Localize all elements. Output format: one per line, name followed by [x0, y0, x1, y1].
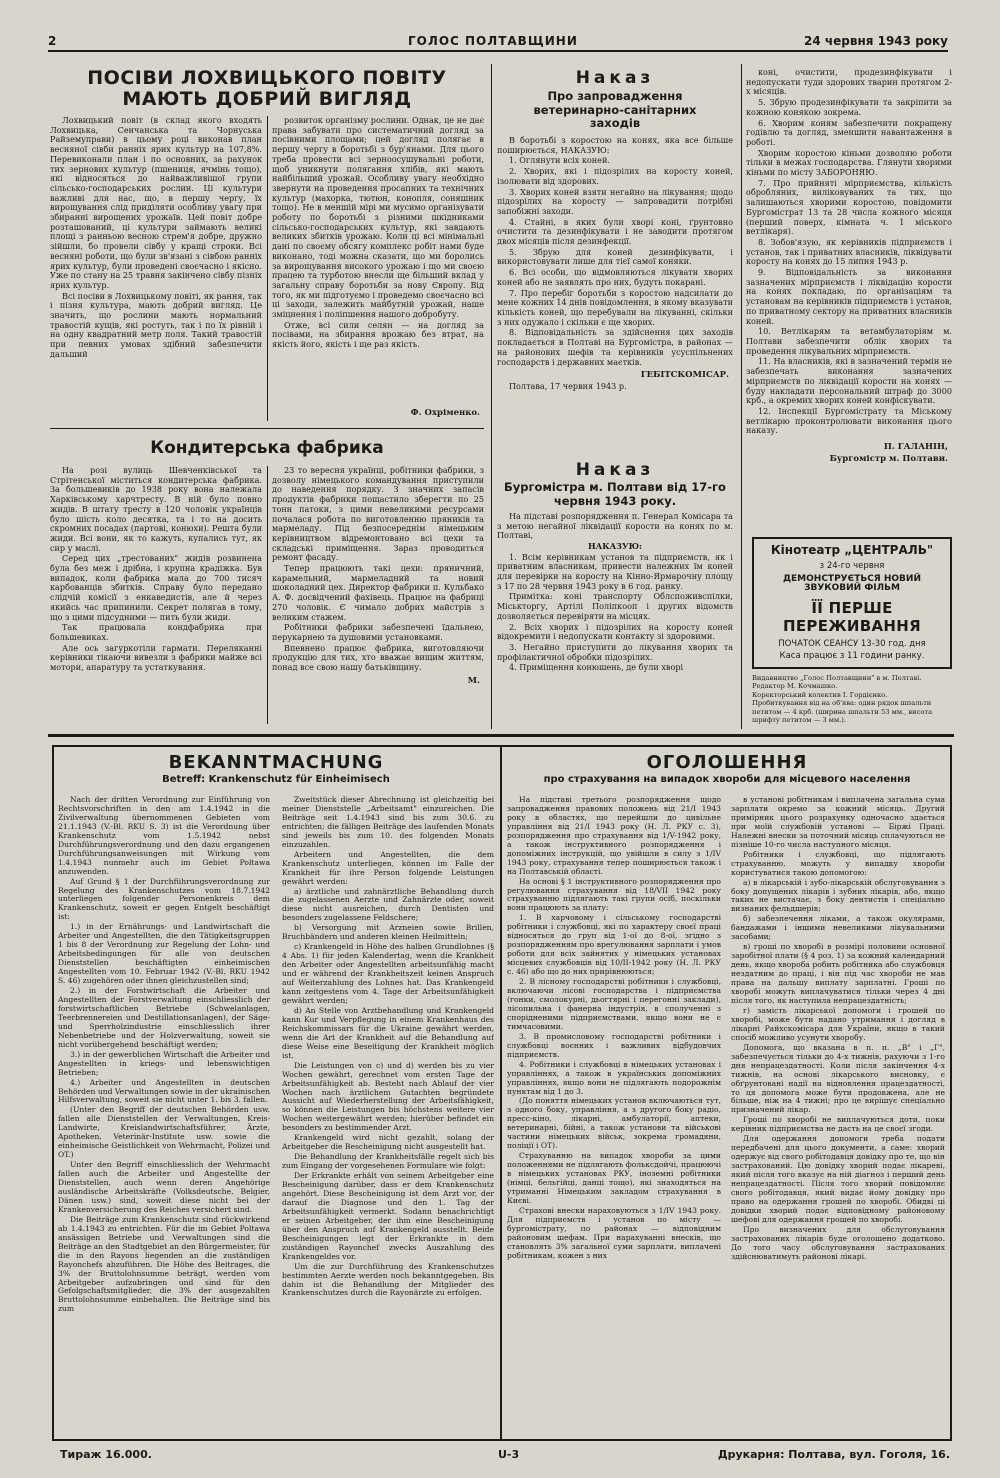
bekanntmachung-paragraph: a) ärztliche und zahnärztliche Behandlung durch die zugelassenen Aerzte und Zahnärzte oder, soweit diese nicht ausreichen, durch Dentisten und besonders zugelassene Feldschere; — [282, 886, 494, 923]
factory-paragraph: 23 то вересня українці, робітники фабрики, з дозволу німецького командування приступили до наведення порядку. З значних запасів продуктів фабрики пощастило зберегти по 25 тонн патоки, з цими невеликими ресурсами почалася робота по виготовленню пряників та мармеладу. Під безпосереднім німецьким керівництвом відремонтовано всі цехи та складські приміщення. Зараз проводиться ремонт фасаду. — [272, 466, 484, 563]
mayor-order-item: 4. Приміщення конюшень, де були хворі — [509, 662, 684, 673]
printer-address: Друкарня: Полтава, вул. Гоголя, 16. — [717, 1448, 950, 1461]
mayor-order-item: 7. Про прийняті мірприємства, кількість обробляних, виліковуваних та тих, що залишаються хворими коростою, повідомити Бургомістрат 13 та 28 числа кожного місяця (перший поверх, кімната ч. 1 міського ветлікаря). — [746, 177, 952, 237]
bekanntmachung-paragraph: Krankengeld wird nicht gezahlt, solang der Arbeitgeber die Bescheinigung nicht ausgestellt hat. — [282, 1133, 494, 1152]
vet-order-item: 3. Хворих коней взяти негайно на лікування; щодо підозрілих на коросту — запровадити потрібні запобіжні заходи. — [497, 186, 733, 216]
column-divider — [267, 116, 268, 421]
mayor-order-item: 6. Хворим коням забезпечити покращену годівлю та догляд, зменшити навантаження в роботі. — [746, 117, 952, 147]
bekanntmachung-col2 — [282, 796, 494, 1438]
bekanntmachung-paragraph: d) An Stelle von Arztbehandlung und Krankengeld kann Kur und Verpflegung in einem Krankenhaus des Reichskommissars für die Ukraine gewährt werden, wenn die Art der Krankheit auf die Behandlung auf diese Weise eine Beseitigung der Krankheit möglich ist. — [282, 1005, 494, 1060]
vet-order — [497, 68, 733, 460]
ogoloshennya-paragraph: Для одержання допомоги треба подати передбачені для цього документи, а саме: хворий одержує від свого робітодавця довідку про те, що він застрахований. Цю довідку хворий подає лікареві, який після того вказує на ній діагноз і перший день непрацездатності. Після того хворий повідомляє свого робітодавця, який видає йому довідку про право на одержання грошей по хворобі. Обидві ці довідки хворий подає відповідному районовому шефові для одержання грошей по хворобі. — [731, 1134, 945, 1224]
ogoloshennya-paragraph: 1. В харчовому і сільському господарстві робітники і службовці, які по характеру своєї праці відносяться до груп від 1-ої до 8-ої, згідно з розпорядженням про врегулювання зарплати і умов роботи для всіх зайнятих у німецьких установах місцевих службовців від 10/ІІ-1942 року (Н. Л. РКУ с. 46) або що до них прирівнюються; — [507, 913, 721, 977]
sowing-article-title: ПОСІВИ ЛОХВИЦЬКОГО ПОВІТУ МАЮТЬ ДОБРИЙ ВИГЛЯД — [87, 68, 447, 110]
bekanntmachung-col1 — [58, 796, 270, 1438]
print-code: U-3 — [498, 1448, 520, 1461]
mayor-order-item: 11. На власників, які в зазначений термін не забезпечать виконання зазначених мірприємств по ліквідації корости на конях — буду накладати персональний штраф до 3000 крб., а окремих хворих коней конфіскувати. — [746, 356, 952, 406]
section-divider — [48, 734, 954, 737]
sowing-signature: Ф. Охріменко. — [410, 408, 480, 418]
factory-paragraph: Робітники фабрики забезпечені їдальнею, перукарнею та душовими установками. — [272, 622, 484, 642]
ogoloshennya-paragraph: в) гроші по хворобі в розмірі половини основної заробітної плати (§ 4 роз. 1) за кожний календарний день, якщо хвороба робить робітника або службовця нездатним до праці, і він під час хвороби не мав права на дальшу виплату зарплатні. Гроші по хворобі можуть виплачуватися тільки через 4 дні після того, як наступила непрацездатність; — [731, 942, 945, 1005]
bekanntmachung-paragraph: c) Krankengeld in Höhe des halben Grundlohnes (§ 4 Abs. 1) für jeden Kalendertag, wenn die Krankheit den Arbeiter oder Angestellten arbeitsunfähig macht und er während der Krankheitszeit keinen Anspruch auf Weiterzahlung des Lohnes hat. Das Krankengeld kann zeitgestens vom 4. Tage der Arbeitsunfähigkeit gewährt werden; — [282, 942, 494, 1005]
mayor-order-item: 12. Інспекції Бургомістрату та Міському ветлікарю проконтролювати виконання цього наказу. — [746, 405, 952, 436]
ogoloshennya-paragraph: Про визначених для обслуговування застрахованих лікарів буде оголошено додатково. До того часу обслуговування застрахованих здійснюватимуть районові лікарі. — [731, 1224, 945, 1261]
factory-paragraph: На розі вулиць Шевченківської та Стрітенської міститься кондитерська фабрика. За большевиків до 1938 року вона належала Харківському харчтресту. В ній було повно жидів. В штату тресту в 120 чоловік українців було шість коло десятка, та і то на досить скромних посадах (партові, конюхи). Решта були жиди. Всі вони, як то кажуть, купались тут, як сир у маслі. — [50, 466, 262, 553]
factory-signature: М. — [467, 675, 480, 686]
mayor-order-item: 5. Збрую продезинфікувати та закріпити за кожною конякою зокрема. — [746, 97, 952, 117]
ogoloshennya-paragraph: в установі робітникам і виплачена загальна сума зарплати окремо за кожний місяць. Другий примірник цього розрахунку одночасно здається при моїй службовій установі — Біржі Праці. Належні внески за поточний місяць сплачуються не пізніше 10-го числа наступного місяця. — [731, 796, 945, 849]
bekanntmachung-title: BEKANNTMACHUNG — [168, 752, 384, 773]
mayor-order-title: Наказ — [575, 460, 655, 480]
bekanntmachung-paragraph: Auf Grund § 1 der Durchführungsverordnung zur Regelung des Krankenschutzes vom 18.7.1942 unterliegen folgender Personenkreis dem Krankenschutz, soweit er gegen Entgelt beschäftigt ist: — [58, 876, 270, 922]
column-divider — [491, 64, 492, 729]
cinema-date: з 24-го червня — [819, 561, 885, 572]
cinema-film-title: ЇЇ ПЕРШЕ ПЕРЕЖИВАННЯ — [783, 599, 921, 636]
page-footer — [60, 1448, 950, 1466]
ogoloshennya-paragraph: Страхуванню на випадок хвороби за цими положеннями не підлягають фольксдойчі, працюючі в німецьких установах РКУ, іноземні робітники (німці, бельгійці, данці тощо), які знаходяться на утриманні Німецьким закладом страхування в Києві. — [507, 1151, 721, 1205]
imprint-editor: Редактор М. Кочмашко. — [752, 682, 838, 691]
imprint — [752, 674, 952, 730]
mayor-order-items — [497, 553, 733, 673]
ogoloshennya-paragraph: Гроші по хворобі не виплачуються доти, поки керівник підприємства не дасть на це своєї згоди. — [731, 1115, 945, 1134]
ogoloshennya-paragraph: 2. В лісному господарстві робітники і службовці, включаючи лісові господарства і підприємства (гонки, смолокурні, дьогтярні і перегонні заклади), лісопильна і фанерна індустрія, в сполученні з спорідненими підприємствами, якщо вони не є тимчасовими. — [507, 977, 721, 1031]
announcement-divider — [500, 747, 502, 1439]
newspaper-title: ГОЛОС ПОЛТАВЩИНИ — [408, 34, 578, 48]
ogoloshennya-paragraph: г) замість лікарської допомоги і грошей по хворобі, може бути надано утримання і догляд в лікарні Райхскомісара для України, якщо в такий спосіб можливо усунути хворобу. — [731, 1005, 945, 1042]
mayor-signature-title: Бургомістр м. Полтави. — [829, 454, 948, 465]
vet-order-signatory: ГЕБІТСКОМІСАР. — [640, 370, 729, 381]
cinema-announcement: ДЕМОНСТРУЄТЬСЯ НОВИЙ ЗВУКОВИЙ ФІЛЬМ — [783, 573, 921, 594]
ogoloshennya-title: ОГОЛОШЕННЯ — [646, 752, 808, 773]
ogoloshennya-paragraph: Робітники і службовці, що підлягають страхуванню, можуть у випадку хвороби користуватися такою допомогою: — [731, 849, 945, 877]
ogoloshennya-paragraph: 3. В промисловому господарстві робітники і службовці воєнних і важливих відбудовчих підприємств. — [507, 1031, 721, 1059]
vet-order-items — [497, 156, 733, 367]
factory-paragraph: Тепер працюють такі цехи: пряничний, карамельний, мармеладний та новий шоколадний цех. Директор фабрики п. Кульбако А. Ф. досвідчений фахівець. Працює на фабриці 270 чоловік. Є чимало добрих майстрів з великим стажем. — [272, 563, 484, 622]
column-divider — [267, 466, 268, 724]
bekanntmachung-paragraph: (Unter den Begriff der deutschen Behörden usw. fallen alle Dienststellen der Verwaltungen, Kreis-Landwirte, Kreislandwirtschaftsführer, Ärzte, Apotheken, Veterinär-Institute usw. sowie die einheimische Geistlichkeit von Wehrmacht, Polizei und OT.) — [58, 1105, 270, 1160]
cinema-advertisement — [752, 537, 952, 669]
sowing-paragraph: Лохвицький повіт (в склад якого входять Лохвицька, Сенчанська та Чорнуська Райземуправи) в цьому році виконав план весняної сівби ранніх ярих культур на 107,8%. Перевиконали план і по основних, за рахунок тих зернових культур (пшениця, ячмінь тощо), які відносяться до найважливішої групи сільсько-господарських рослин. Ці культури важливі для нас, що, в першу чергу, їх вирощування слід приділяти особливу увагу при збиранні вирощених урожаїв. Цей повіт добре розташований, ці культури займають великі площі з ранньою весною стрем'я добре, дружно зійшли, бо провели сівбу у кращі строки. Всі весняні роботи, що були зв'язані з сівбою ранніх ярих культур, були проведені своєчасно і якісно. Уже по стану на 25 травня закінчено сівбу пізніх ярих культур. — [50, 116, 262, 290]
vet-order-item: 1. Оглянути всіх коней. — [509, 155, 610, 166]
ogoloshennya-col2 — [731, 796, 945, 1438]
sowing-article-col2 — [272, 116, 484, 424]
sowing-paragraph: розвиток організму рослини. Однак, це не дає права забувати про систематичний догляд за посівними площами; цей догляд полягає в першу чергу в боротьбі з бур'янами. Для цього треба провести всі зерноосушувальні роботи, щоб уникнути полягання хлібів, які мають найбільший урожай. Особливу увагу необхідно звернути на проведення просапних та технічних культур (махорка, тютюн, конопля, соняшник тощо). Не в меншій мірі ми мусимо організувати роботу по боротьбі з різними шкідниками сільсько-господарських культур, які завдають великих збитків урожаю. Коли ці всі мінімальні дані по своєму обсягу комплекс робіт нами буде виконано, тоді можна сказати, що ми боролись за вирощування високого урожаю і що ми своєю працею та турботою внесли ще більший вклад у загальну справу боротьби за нову Європу. Від того, як ми підготуємо і проведемо своєчасно всі ці заходи, залежить майбутній урожай, наше зміцнення і поліпшення нашого добробуту. — [272, 116, 484, 320]
factory-title-block — [50, 438, 484, 466]
ogoloshennya-paragraph: Допомога, що вказана в п. п. „В" і „Г", забезпечується тільки до 4-х тижнів, рахуючи з 1-го дня непрацездатності. Коли після закінчення 4-х тижнів, на основі лікарського висновку, є обґрунтовані надії на відновлення працездатності, то ця допомога може бути продовжена, але не більше, ніж на 4 тижні; про це вирішує спеціально призначений лікар. — [731, 1042, 945, 1115]
imprint-ad-rates: Пробиткування від на об'ява: один рядок шпальти петитом — 4 крб. (ширина шпальти 53 мм., висота шрифту петитом — 3 мм.). — [752, 699, 933, 724]
factory-article-col2 — [272, 466, 484, 728]
vet-order-item: 2. Хворих, які і підозрілих на коросту коней, ізолювати від здорових. — [497, 166, 733, 186]
sowing-paragraph: Всі посіви в Лохвицькому повіті, як рання, так і пізня культура, мають добрий вигляд. Це значить, що рослини мають нормальний травостій кущів, які ростуть, так і по їх рівній і на одну квадратний метр поля. Такий травостій при певних умовах здібний забезпечити дальший — [50, 290, 262, 359]
vet-order-title: Наказ — [575, 68, 655, 88]
article-divider — [50, 428, 484, 429]
circulation: Тираж 16.000. — [60, 1448, 152, 1461]
vet-order-item: 8. Відповідальність за здійснення цих заходів покладається в Полтаві на Бургомістра, в районах — на районових шефів та керівників усуспільнених господарств і державних маєтків. — [497, 327, 733, 367]
mayor-order-continuation — [746, 68, 952, 533]
imprint-publisher: Видавництво „Голос Полтавщини" в м. Полтаві. — [752, 674, 922, 682]
vet-order-intro: В боротьбі з коростою на конях, яка все більше поширюється, НАКАЗУЮ: — [497, 135, 733, 155]
running-header — [48, 34, 948, 52]
ogoloshennya-col1 — [507, 796, 721, 1438]
vet-order-item: 4. Стайні, в яких були хворі коні, ґрунтовно очистити та дезинфікувати і не заводити протягом двох місяців після дезинфекції. — [497, 216, 733, 247]
mayor-order-item: 10. Ветлікарям та ветамбулаторіям м. Полтави забезпечити облік хворих та проведення лікувальних мірприємств. — [746, 326, 952, 356]
ogoloshennya-paragraph: Страхові внески нараховуються з 1/IV 1943 року. Для підприємств і установ по місту — бургомістрату, по районах — відповідним районовим шефам. При нарахуванні внесків, що становлять 3% загальної суми зарплати, виплачені робітникам, кожен з них — [507, 1205, 721, 1260]
mayor-order-subtitle: Бургомістра м. Полтави від 17-го червня 1943 року. — [504, 480, 726, 508]
column-divider — [741, 64, 742, 729]
vet-order-place-date: Полтава, 17 червня 1943 р. — [509, 381, 627, 392]
cinema-box-office: Каса працює з 11 години ранку. — [779, 650, 925, 661]
mayor-order-item: 2. Всіх хворих і підозрілих на коросту коней відокремити і недопускати контакту зі здоровими. — [497, 621, 733, 642]
bekanntmachung-paragraph: 2.) in der Forstwirtschaft die Arbeiter und Angestellten der Forstverwaltung einschliesslich der forstwirtschaftlichen Betriebe (Schwelanlagen, Teerbrennereien und Destillationsanlagen), der Säge- und Sperrholzindustrie einschliesslich ihrer Nebenbetriebe und der Holzverwaltung, soweit sie nicht vorübergehend beschäftigt werden; — [58, 986, 270, 1049]
bekanntmachung-paragraph: Die Behandlung der Krankheitsfälle regelt sich bis zum Eingang der vorgesehenen Formulare wie folgt: — [282, 1152, 494, 1171]
ogoloshennya-header — [507, 752, 947, 794]
mayor-order-item: Примітка: коні транспорту Облспоживспілки, Міськторгу, Артілі Поліпкооп і других відомств дозволяється перевіряти на місцях. — [497, 591, 733, 621]
bekanntmachung-paragraph: 3.) in der gewerblichen Wirtschaft die Arbeiter und Angestellten in kriegs- und lebenswichtigen Betrieben; — [58, 1049, 270, 1077]
sowing-signature-block — [272, 405, 484, 421]
ogoloshennya-subtitle: про страхування на випадок хвороби для місцевого населення — [543, 773, 911, 785]
ogoloshennya-paragraph: 4. Робітники і службовці в німецьких установах і управліннях, а також в українських допоміжних управліннях, якщо вони не підлягають подорожнім пунктам від 1 до 3. — [507, 1059, 721, 1096]
factory-paragraph: Впевнено працює фабрика, виготовляючи продукцію для тих, хто вважає вищим життям, понад все свою нашу батьківщину. — [272, 642, 484, 673]
bekanntmachung-paragraph: b) Versorgung mit Arzneien sowie Brillen, Bruchbändern und anderen kleinen Heilmitteln; — [282, 923, 494, 942]
bekanntmachung-paragraph: Zweitstück dieser Abrechnung ist gleichzeitig bei meiner Dienststelle „Arbeitsamt" einzureichen. Die Beiträge seit 1.4.1943 sind bis zum 30.6. zu entrichten; die fälligen Beiträge des laufenden Monats sind jeweils bis zum 10. des folgenden Monats einzuzahlen. — [282, 796, 494, 849]
ogoloshennya-paragraph: б) забезпечення ліками, а також окулярами, бандажами і іншими невеликими лікувальними засобами; — [731, 914, 945, 942]
cinema-session-time: ПОЧАТОК СЕАНСУ 13-30 год. дня — [778, 639, 926, 650]
mayor-order-item: 8. Зобов'язую, як керівників підприємств і установ, так і приватних власників, ліквідувати коросту на конях до 15 липня 1943 р. — [746, 236, 952, 267]
page-number: 2 — [48, 34, 57, 48]
mayor-order-item: Хворим коростою кіньми дозволяю роботи тільки в межах господарства. Глянути хворими кіньми по місту ЗАБОРОНЯЮ. — [746, 147, 952, 178]
vet-order-item: 7. Про перебіг боротьби з коростою надсилати до мене кожних 14 днів повідомлення, в якому вказувати кількість коней, що перебували на лікуванні, скільки з них одужало і скільки є ще хворих. — [497, 287, 733, 327]
mayor-signature-name: П. ГАЛАНІН, — [883, 442, 948, 453]
bekanntmachung-paragraph: Nach der dritten Verordnung zur Einführung von Rechtsvorschriften in den am 1.4.1942 in die Zivilverwaltung übernommenen Gebieten vom 21.1.1943 (V.-Bl. RKU S. 3) ist die Verordnung über Krankenschutz vom 1.5.1942 nebst Durchführungsverordnung und den dazu ergangenen Durchführungsanweisungen mit Wirkung vom 1.4.1943 nunmehr auch im Gebiet Poltawa anzuwenden. — [58, 796, 270, 876]
factory-paragraph: Серед цих „трестованих" жидів розвинена була без меж і дрібна, і крупна крадіжка. Був випадок, коли фабрика мала до 700 тисяч карбованців збитків. Справу було передано слідчій комісії з енкаведистів, але й через якийсь час припинили. Секрет полягав в тому, що з цими підсудними — пить були жиди. — [50, 553, 262, 622]
bekanntmachung-subtitle: Betreff: Krankenschutz für Einheimisech — [162, 773, 390, 785]
sowing-paragraph: Отже, всі сили селян — на догляд за посівами, на збирання врожаю без втрат, на якість його, якість і ще раз якість. — [272, 319, 484, 350]
ogoloshennya-paragraph: (До поняття німецьких установ включаються тут, з одного боку, управління, а з другого боку радіо, пресс-кіно, лікарні, амбулаторії, аптеки, ветеринарні, бійні, а також установи та військові частини німецьких військ, зокрема громадяни, поліції і ОТ). — [507, 1096, 721, 1151]
bekanntmachung-paragraph: Die Beiträge zum Krankenschutz sind rückwirkend ab 1.4.1943 zu entrichten. Für die im Gebiet Poltawa ansässigen Betriebe und Verwaltungen sind die Beiträge an den Stadtgebiet an den Bürgermeister, für die in den Rayons liegenden an die zuständigen Rayonchefs abzuführen. Die Höhe des Beitrages, die 3% der Bruttolohnsumme beträgt, werden vom Arbeitgeber aufzubringen und sind für den Gefolgschaftsmitglieder, die 3% der ausgezahlten Bruttolohnsumme einbehalten. Die Beiträge sind bis zum — [58, 1214, 270, 1314]
sowing-article-col1 — [50, 116, 262, 424]
bekanntmachung-paragraph: Um die zur Durchführung des Krankenschutzes bestimmten Aerzte werden noch bekanntgegeben. Bis dahin ist die Behandlung der Mitglieder des Krankenschutzes durch die Rayonärzte zu erfolgen. — [282, 1261, 494, 1298]
mayor-order-intro: На підставі розпорядження п. Генерал Комісара та з метою негайної ліквідації корости на конях по м. Полтаві, — [497, 510, 733, 541]
vet-order-subtitle: Про запровадження ветеринарно-санітарних заходів — [533, 89, 697, 130]
bekanntmachung-paragraph: Der Erkrankte erhält von seinem Arbeitgeber eine Bescheinigung darüber, dass er dem Krankenschutz angehört. Diese Bescheinigung ist dem Arzt vor, der darauf die Diagnose und den 1. Tag der Arbeitsunfähigkeit vermerkt. Sodann benachrichtigt er seinen Arbeitgeber, der ihm eine Bescheinigung über den Anspruch auf Krankengeld ausstellt. Beide Bescheinigungen legt der Erkrankte in dem zuständigen Rayonchef zwecks Auszahlung des Krankengeldes vor. — [282, 1171, 494, 1261]
mayor-order-item: 9. Відповідальність за виконання зазначених мірприємств і ліквідацію корости на конях покладаю, по організаціям та установам на керівників підприємств і установ, по приватному сектору на приватних власників коней. — [746, 267, 952, 326]
vet-order-item: 6. Всі особи, що відмовляються лікувати хворих коней або не заявлять про них, будуть покарані. — [497, 267, 733, 287]
mayor-order — [497, 460, 733, 730]
bekanntmachung-paragraph: Die Leistungen von c) und d) werden bis zu vier Wochen gewährt, gerechnet vom ersten Tage der Arbeitsunfähigkeit ab. Besteht nach Ablauf der vier Wochen nach ärztlichem Gutachten begründete Aussicht auf Wiederherstellung der Arbeitsfähigkeit, so können die Leistungen bis höchstens weitere vier Wochen weitergewährt werden; hierüber befindet ein besonders zu bestimmender Arzt. — [282, 1060, 494, 1133]
mayor-order-item: 1. Всім керівникам установ та підприємств, як і приватним власникам, привести належних їм коней для перевірки на коросту на Кінно-Ярмарочну площу з 17 по 28 червня 1943 року в 6 год. ранку. — [497, 551, 733, 591]
bekanntmachung-paragraph: 1.) in der Ernährungs- und Landwirtschaft die Arbeiter und Angestellten, die den Tätigkeitsgruppen 1 bis 8 der Verordnung zur Regelung der Lohn- und Arbeitsbedingungen für alle von deutschen Dienststellen beschäftigten einheimischen Angestellten vom 10. Februar 1942 (V.-Bl. RKU 1942 S. 46) zugehören oder ihnen gleichzustellen sind; — [58, 922, 270, 986]
bekanntmachung-paragraph: Unter den Begriff einschliesslich der Wehrmacht fallen auch die Arbeiter und Angestellte der Dienststellen, auch wenn deren Angehörige ausländische Arbeitskräfte (Volksdeutsche, Belgier, Dänen usw.) sind, soweit diese nicht bei der Krankenversicherung des Reiches versichert sind. — [58, 1160, 270, 1214]
bekanntmachung-paragraph: Arbeitern und Angestellten, die dem Krankenschutz unterliegen, können im Falle der Krankheit für ihre Person folgende Leistungen gewährt werden: — [282, 849, 494, 886]
factory-paragraph: Але ось загуркотіли гармати. Переляканні керівники тікаючи вивезли з фабрики майже всі мотори, апаратуру та устаткування. — [50, 642, 262, 673]
factory-article-col1 — [50, 466, 262, 728]
bekanntmachung-paragraph: 4.) Arbeiter und Angestellten in deutschen Behörden und Verwaltungen sowie in der ukrainischen Hilfsverwaltung, soweit sie nicht unter 1. bis 3. fallen. — [58, 1077, 270, 1105]
factory-article-title: Кондитерська фабрика — [150, 438, 384, 458]
factory-paragraph: Так працювала кондфабрика при большевиках. — [50, 622, 262, 642]
mayor-order-item: коні, очистити, продезинфікувати і недопускати туди здорових тварин протягом 2-х місяців. — [746, 68, 952, 97]
mayor-order-continuation-items — [746, 68, 952, 436]
cinema-title: Кінотеатр „ЦЕНТРАЛЬ" — [770, 543, 934, 557]
ogoloshennya-paragraph: На основі § 1 інструктивного розпорядження про регулювання страхування від 18/VII 1942 року страхуванню підлягають такі групи осіб, поскільки вони працюють за плату: — [507, 876, 721, 913]
bekanntmachung-header — [58, 752, 494, 794]
ogoloshennya-paragraph: На підставі третього розпорядження щодо запровадження правових положень від 21/І 1943 року в областях, що перейшли до цивільне управління від 21/І 1943 року (Н. Л. РКУ с. 3), розпорядження про страхування від 1/V-1942 року, а також інструктивного розпорядження і допоміжних інструкцій, що увійшли в силу з 1/IV 1943 року, страхування тепер поширюється також і на Полтавській області. — [507, 796, 721, 876]
ogoloshennya-paragraph: а) в лікарській і зубо-лікарській обслуговування з боку допущених лікарів і зубних лікарів, або, якщо таких не вистачає, з боку дентистів і спеціально визнаних фельдшерів; — [731, 877, 945, 914]
issue-date: 24 червня 1943 року — [804, 34, 948, 48]
imprint-staff: Коректорський колектив І. Гордієнко. — [752, 690, 888, 699]
mayor-order-item: 3. Негайно приступити до лікування хворих та профілактичної обробки підозрілих. — [497, 641, 733, 662]
vet-order-item: 5. Збрую для коней дезинфікувати, і використовувати лише для тієї самої коняки. — [497, 246, 733, 267]
mayor-order-command: НАКАЗУЮ: — [587, 540, 642, 551]
